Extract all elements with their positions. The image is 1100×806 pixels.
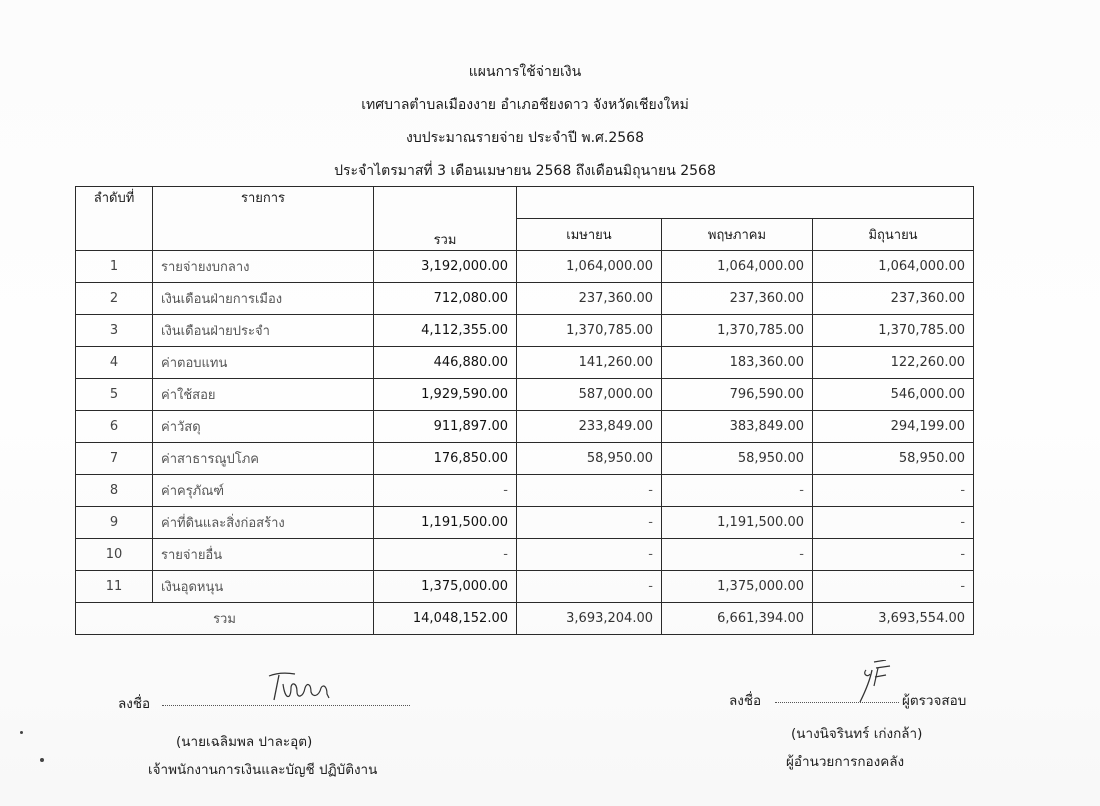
- cell-total: 712,080.00: [374, 283, 517, 315]
- cell-total: 176,850.00: [374, 443, 517, 475]
- table-row: [76, 571, 974, 603]
- cell-item: เงินเดือนฝ่ายการเมือง: [153, 283, 374, 315]
- cell-april: 1,370,785.00: [517, 315, 662, 347]
- cell-total: 911,897.00: [374, 411, 517, 443]
- table-row: [76, 283, 974, 315]
- header-no: ลำดับที่: [76, 187, 153, 251]
- total-label: รวม: [76, 603, 374, 635]
- cell-june: 546,000.00: [813, 379, 974, 411]
- cell-april: -: [517, 507, 662, 539]
- cell-april: 1,064,000.00: [517, 251, 662, 283]
- cell-may: 1,370,785.00: [662, 315, 813, 347]
- cell-june: -: [813, 475, 974, 507]
- right-signer-role: ผู้ตรวจสอบ: [902, 693, 967, 709]
- cell-no: 6: [76, 411, 153, 443]
- cell-april: 587,000.00: [517, 379, 662, 411]
- header-month-may: พฤษภาคม: [662, 219, 813, 251]
- budget-line: งบประมาณรายจ่าย ประจำปี พ.ศ.2568: [406, 130, 644, 146]
- table-row: [76, 347, 974, 379]
- cell-may: 1,191,500.00: [662, 507, 813, 539]
- cell-june: 122,260.00: [813, 347, 974, 379]
- cell-april: 233,849.00: [517, 411, 662, 443]
- cell-no: 7: [76, 443, 153, 475]
- cell-april: 237,360.00: [517, 283, 662, 315]
- cell-no: 8: [76, 475, 153, 507]
- table-header-row: [76, 187, 974, 219]
- period-line: ประจำไตรมาสที่ 3 เดือนเมษายน 2568 ถึงเดือนมิถุนายน 2568: [334, 163, 716, 179]
- cell-may: 237,360.00: [662, 283, 813, 315]
- cell-april: -: [517, 539, 662, 571]
- cell-june: -: [813, 507, 974, 539]
- cell-june: -: [813, 571, 974, 603]
- header-months-group: [517, 187, 974, 219]
- left-sign-label: ลงชื่อ: [118, 696, 151, 712]
- header-item: รายการ: [153, 187, 374, 251]
- cell-no: 4: [76, 347, 153, 379]
- header-month-april: เมษายน: [517, 219, 662, 251]
- cell-item: เงินเดือนฝ่ายประจำ: [153, 315, 374, 347]
- cell-item: ค่าที่ดินและสิ่งก่อสร้าง: [153, 507, 374, 539]
- table-row: [76, 379, 974, 411]
- cell-may: 383,849.00: [662, 411, 813, 443]
- cell-may: -: [662, 539, 813, 571]
- table-body: [76, 251, 974, 603]
- cell-no: 10: [76, 539, 153, 571]
- cell-june: 58,950.00: [813, 443, 974, 475]
- table-row: [76, 315, 974, 347]
- cell-item: ค่าสาธารณูปโภค: [153, 443, 374, 475]
- document-title: แผนการใช้จ่ายเงิน: [468, 64, 582, 80]
- cell-no: 11: [76, 571, 153, 603]
- cell-item: ค่าใช้สอย: [153, 379, 374, 411]
- cell-no: 3: [76, 315, 153, 347]
- table-row: [76, 475, 974, 507]
- scan-speck: [40, 758, 44, 762]
- right-handwritten-signature: [856, 660, 896, 706]
- cell-no: 5: [76, 379, 153, 411]
- cell-total: 3,192,000.00: [374, 251, 517, 283]
- table-row: [76, 251, 974, 283]
- cell-may: 183,360.00: [662, 347, 813, 379]
- left-handwritten-signature: [265, 670, 335, 706]
- cell-total: 446,880.00: [374, 347, 517, 379]
- cell-no: 9: [76, 507, 153, 539]
- cell-no: 1: [76, 251, 153, 283]
- cell-april: -: [517, 475, 662, 507]
- cell-total: 1,375,000.00: [374, 571, 517, 603]
- cell-total: 1,191,500.00: [374, 507, 517, 539]
- header-month-june: มิถุนายน: [813, 219, 974, 251]
- cell-may: 1,064,000.00: [662, 251, 813, 283]
- table-row: [76, 411, 974, 443]
- budget-table: [75, 186, 974, 635]
- cell-total: -: [374, 475, 517, 507]
- cell-total: 1,929,590.00: [374, 379, 517, 411]
- table-row: [76, 539, 974, 571]
- cell-june: 237,360.00: [813, 283, 974, 315]
- right-signer-name: (นางนิจรินทร์ เก่งกล้า): [791, 726, 923, 742]
- cell-item: ค่าครุภัณฑ์: [153, 475, 374, 507]
- total-april: 3,693,204.00: [517, 603, 662, 635]
- left-signer-name: (นายเฉลิมพล ปาละอุต): [176, 734, 313, 750]
- table-row: [76, 507, 974, 539]
- total-may: 6,661,394.00: [662, 603, 813, 635]
- right-signer-position: ผู้อำนวยการกองคลัง: [786, 754, 905, 770]
- cell-no: 2: [76, 283, 153, 315]
- cell-april: -: [517, 571, 662, 603]
- cell-total: -: [374, 539, 517, 571]
- cell-june: -: [813, 539, 974, 571]
- cell-may: -: [662, 475, 813, 507]
- table-total-row: [76, 603, 974, 635]
- cell-may: 796,590.00: [662, 379, 813, 411]
- table-row: [76, 443, 974, 475]
- cell-may: 1,375,000.00: [662, 571, 813, 603]
- cell-june: 294,199.00: [813, 411, 974, 443]
- cell-item: รายจ่ายงบกลาง: [153, 251, 374, 283]
- cell-june: 1,370,785.00: [813, 315, 974, 347]
- scan-speck: [20, 731, 23, 734]
- cell-item: เงินอุดหนุน: [153, 571, 374, 603]
- cell-june: 1,064,000.00: [813, 251, 974, 283]
- cell-item: ค่าวัสดุ: [153, 411, 374, 443]
- grand-total: 14,048,152.00: [374, 603, 517, 635]
- cell-april: 58,950.00: [517, 443, 662, 475]
- left-signer-position: เจ้าพนักงานการเงินและบัญชี ปฏิบัติงาน: [148, 762, 378, 778]
- cell-april: 141,260.00: [517, 347, 662, 379]
- cell-item: ค่าตอบแทน: [153, 347, 374, 379]
- cell-total: 4,112,355.00: [374, 315, 517, 347]
- right-sign-label: ลงชื่อ: [729, 693, 762, 709]
- cell-may: 58,950.00: [662, 443, 813, 475]
- total-june: 3,693,554.00: [813, 603, 974, 635]
- header-total: รวม: [374, 187, 517, 251]
- cell-item: รายจ่ายอื่น: [153, 539, 374, 571]
- organization-line: เทศบาลตำบลเมืองงาย อำเภอชียงดาว จังหวัดเชียงใหม่: [361, 97, 689, 113]
